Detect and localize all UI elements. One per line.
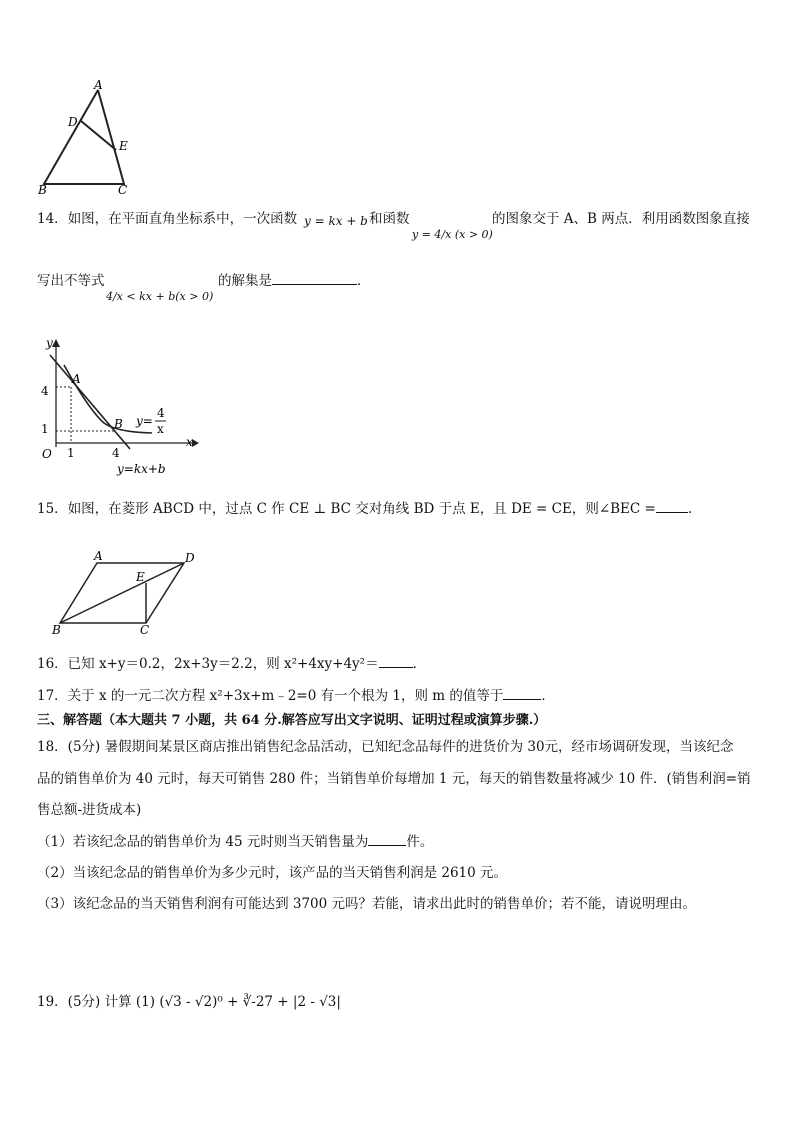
tick-x1: 1 xyxy=(67,446,75,460)
q15-answer-blank xyxy=(656,500,688,513)
q14-text5: 的解集是 xyxy=(218,273,272,289)
q14-end: ． xyxy=(357,273,371,289)
tick-y1: 1 xyxy=(41,422,49,436)
q14-text2: 和函数 xyxy=(369,211,410,227)
q17-text: 17．关于 x 的一元二次方程 x²+3x+m﹣2=0 有一个根为 1，则 m 的值等于 xyxy=(37,688,504,704)
q14-text1: 如图，在平面直角坐标系中，一次函数 xyxy=(67,211,298,227)
q19-expression: (√3 - √2)⁰ + ∛-27 + |2 - √3| xyxy=(159,994,341,1010)
curve-label-denominator: x xyxy=(157,422,164,436)
q19-line xyxy=(37,993,341,1011)
section-3-header xyxy=(37,712,546,730)
figure-triangle-ade xyxy=(30,78,140,196)
q15-line xyxy=(37,500,692,518)
axis-label-y: y xyxy=(46,336,53,350)
q14-number: 14． xyxy=(37,211,68,227)
q14-text4: 写出不等式 xyxy=(37,273,105,289)
q16-line xyxy=(37,655,426,673)
point-label-B: B xyxy=(114,417,123,431)
q17-answer-blank xyxy=(503,687,541,700)
q15-text: 如图，在菱形 ABCD 中，过点 C 作 CE ⊥ BC 交对角线 BD 于点 E，且 DE = CE，则∠BEC = xyxy=(67,501,656,517)
q14-eq1: y = kx + b xyxy=(304,214,368,228)
figure-rhombus xyxy=(48,548,203,638)
label-A: A xyxy=(94,78,103,92)
q14-line1 xyxy=(37,210,297,228)
axis-label-x: x xyxy=(186,435,193,449)
q17-end: ． xyxy=(541,688,555,704)
q17-line xyxy=(37,687,555,705)
label-E: E xyxy=(136,570,145,584)
label-D: D xyxy=(185,551,195,565)
tick-x4: 4 xyxy=(112,446,120,460)
label-C: C xyxy=(118,183,128,196)
q14-line2-end xyxy=(218,272,371,290)
q16-text: 16．已知 x+y＝0.2，2x+3y＝2.2，则 x²+4xy+4y²＝ xyxy=(37,656,379,672)
q14-answer-blank xyxy=(272,272,357,285)
figure-coordinate-graph xyxy=(34,335,204,480)
section-3-note: （本大题共 7 小题，共 64 分.解答应写出文字说明、证明过程或演算步骤.） xyxy=(102,713,547,728)
q18-part1-blank xyxy=(368,833,406,846)
point-label-A: A xyxy=(72,372,81,386)
q18-line2: 品的销售单价为 40 元时，每天可销售 280 件；当销售单价每增加 1 元，每天的销售数量将减少 10 件．(销售利润=销 xyxy=(37,771,751,787)
q16-end: ． xyxy=(412,656,427,672)
label-C: C xyxy=(140,623,150,637)
line-label: y=kx+b xyxy=(117,462,166,476)
q18-line1: 18．(5分) 暑假期间某景区商店推出销售纪念品活动，已知纪念品每件的进货价为 30元，经市场调研发现，当该纪念 xyxy=(37,739,734,755)
q15-end: . xyxy=(687,501,693,517)
q14-inequality: 4/x < kx + b(x > 0) xyxy=(106,290,214,303)
q14-text3: 的图象交于 A、B 两点．利用函数图象直接 xyxy=(492,211,750,227)
label-B: B xyxy=(52,623,61,637)
q15-number: 15． xyxy=(37,501,68,517)
label-B: B xyxy=(38,183,47,196)
origin-label: O xyxy=(42,447,52,461)
curve-label-numerator: 4 xyxy=(157,406,165,420)
section-3-title: 三、解答题 xyxy=(37,713,103,728)
label-A: A xyxy=(94,549,103,563)
q14-eq2: y = 4/x (x > 0) xyxy=(412,228,493,241)
q18-part1-text: （1）若该纪念品的销售单价为 45 元时则当天销售量为 xyxy=(37,834,369,850)
q18-part3: （3）该纪念品的当天销售利润有可能达到 3700 元吗？若能，请求出此时的销售单价；若不能，请说明理由。 xyxy=(37,896,697,912)
q19-text: 19．(5分) 计算 (1) xyxy=(37,994,156,1010)
curve-label-prefix: y= xyxy=(136,414,153,428)
tick-y4: 4 xyxy=(41,384,49,398)
q18-line3: 售总额-进货成本) xyxy=(37,802,142,818)
label-D: D xyxy=(68,115,78,129)
q18-part1-end: 件。 xyxy=(406,834,434,850)
label-E: E xyxy=(119,139,128,153)
q18-part2: （2）当该纪念品的销售单价为多少元时，该产品的当天销售利润是 2610 元。 xyxy=(37,865,508,881)
q18-part1 xyxy=(37,833,433,851)
q16-answer-blank xyxy=(379,655,413,668)
